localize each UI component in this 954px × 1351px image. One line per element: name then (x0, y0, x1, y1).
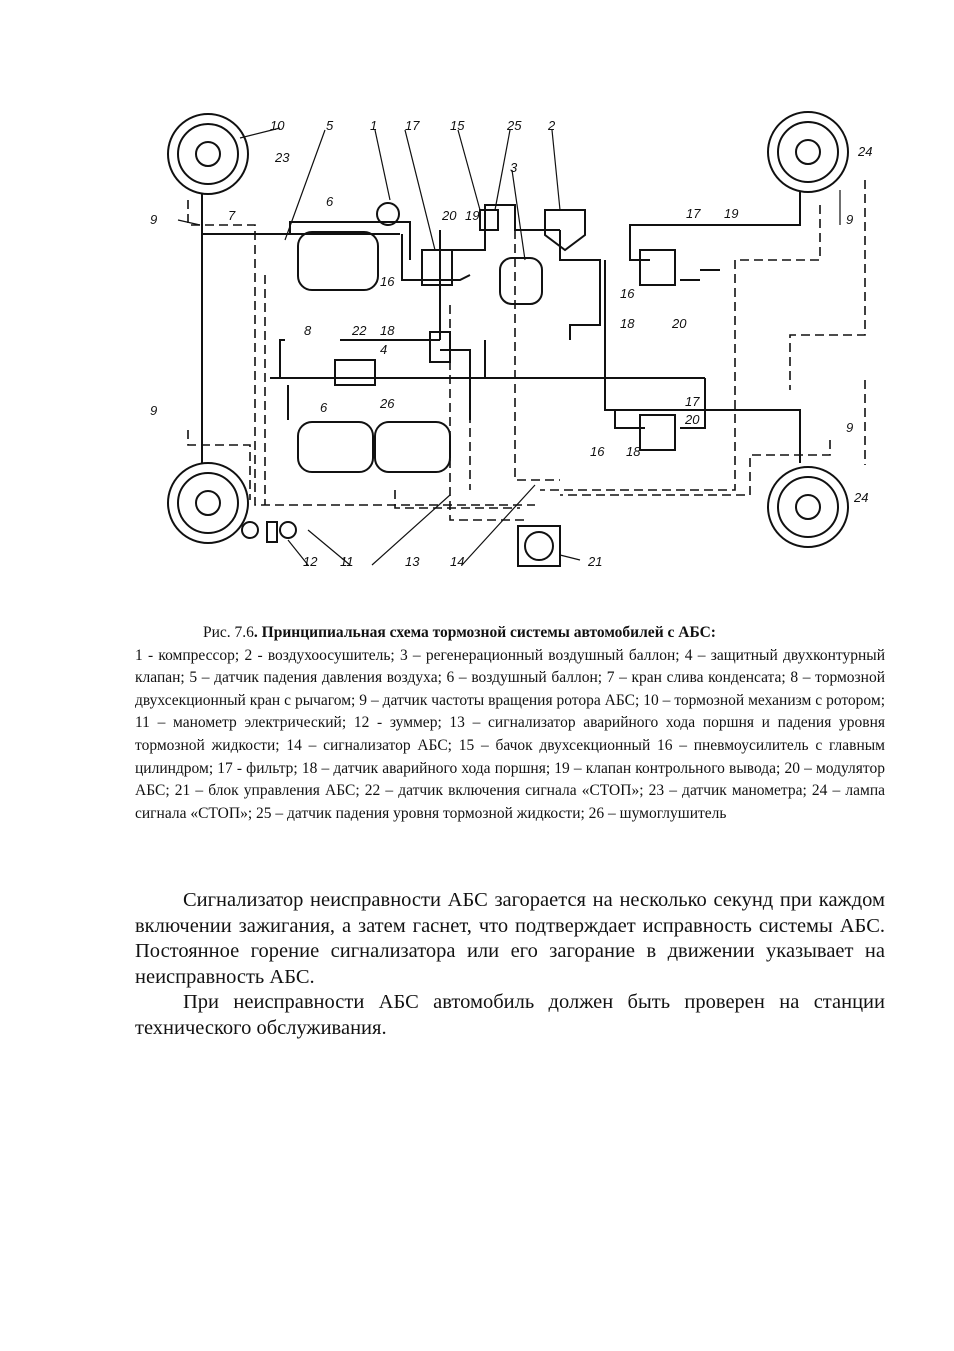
figure-legend: 1 - компрессор; 2 - воздухоосушитель; 3 – регенерационный воздушный баллон; 4 – защитный двухконтурный клапан; 5 – датчик падения давления воздуха; 6 – воздушный баллон; 7 – кран слива конденсата; 8 – тормозной двухсекционный кран с рычагом; 9 – датчик частоты вращения ротора АБС; 10 – тормозной механизм с ротором; 11 – манометр электрический; 12 - зуммер; 13 – сигнализатор аварийного хода поршня и падения уровня тормозной жидкости; 14 – сигнализатор АБС; 15 – бачок двухсекционный 16 – пневмоусилитель с главным цилиндром; 17 - фильтр; 18 – датчик аварийного хода поршня; 19 – клапан контрольного вывода; 20 – модулятор АБС; 21 – блок управления АБС; 22 – датчик включения сигнала «СТОП»; 23 – датчик манометра; 24 – лампа сигнала «СТОП»; 25 – датчик падения уровня тормозной жидкости; 26 – шумоглушитель (135, 646, 885, 822)
wheel-front-left (168, 114, 248, 194)
label-25: 25 (507, 118, 522, 133)
label-4: 4 (380, 342, 388, 357)
label-23: 23 (275, 150, 290, 165)
label-5: 5 (326, 118, 334, 133)
label-15: 15 (450, 118, 465, 133)
label-16-lower: 16 (590, 444, 605, 459)
paragraph: Сигнализатор неисправности АБС загорается на несколько секунд при каждом включении зажигания, а затем гаснет, что подтверждает исправность системы АБС. Постоянное горение сигнализатора или его загорание в движении указывает на неисправность АБС. (135, 889, 885, 988)
buzzer (267, 522, 277, 542)
label-19-right: 19 (724, 206, 739, 221)
label-14: 14 (450, 554, 465, 569)
label-7: 7 (228, 208, 236, 223)
label-21: 21 (588, 554, 603, 569)
label-8: 8 (304, 323, 312, 338)
air-tank-rear-1 (298, 422, 373, 472)
paragraph: При неисправности АБС автомобиль должен быть проверен на станции технического обслуживания. (135, 991, 885, 1039)
figure-title: . Принципиальная схема тормозной системы автомобилей с АБС: (253, 624, 716, 641)
label-26: 26 (380, 396, 395, 411)
manometer-gauge (280, 522, 296, 538)
label-20-right: 20 (672, 316, 687, 331)
label-11: 11 (340, 554, 354, 569)
label-9-top-left: 9 (150, 212, 158, 227)
label-18-lower: 18 (626, 444, 641, 459)
wheel-rear-left (168, 463, 248, 543)
label-18: 18 (380, 323, 395, 338)
brake-system-diagram (140, 110, 880, 580)
label-17: 17 (405, 118, 420, 133)
label-19: 19 (465, 208, 480, 223)
caption-title-line (135, 622, 885, 645)
label-2: 2 (548, 118, 556, 133)
reservoir-25 (480, 210, 498, 230)
figure-number: Рис. 7.6 (203, 624, 254, 641)
label-10: 10 (270, 118, 285, 133)
wheel-front-right (768, 112, 848, 192)
booster-front-right (640, 250, 675, 285)
label-1: 1 (370, 118, 378, 133)
label-9-lower-left: 9 (150, 403, 158, 418)
label-22: 22 (352, 323, 367, 338)
label-9-lower-right: 9 (846, 420, 854, 435)
label-13: 13 (405, 554, 420, 569)
regeneration-tank (500, 258, 542, 304)
label-16: 16 (380, 274, 395, 289)
label-16-right: 16 (620, 286, 635, 301)
label-9-top-right: 9 (846, 212, 854, 227)
air-tank-rear-2 (375, 422, 450, 472)
label-17-lower: 17 (685, 394, 700, 409)
label-3: 3 (510, 160, 518, 175)
body-text (135, 888, 885, 1041)
label-6: 6 (326, 194, 334, 209)
label-24: 24 (858, 144, 873, 159)
label-12: 12 (303, 554, 318, 569)
label-17-right: 17 (686, 206, 701, 221)
booster-rear-right (640, 415, 675, 450)
label-18-right: 18 (620, 316, 635, 331)
wheel-rear-right (768, 467, 848, 547)
brake-valve (335, 360, 375, 385)
figure-caption (135, 622, 885, 825)
label-24-lower: 24 (854, 490, 869, 505)
label-20-lower: 20 (685, 412, 700, 427)
label-20: 20 (442, 208, 457, 223)
air-tank-front (298, 232, 378, 290)
label-6-lower: 6 (320, 400, 328, 415)
